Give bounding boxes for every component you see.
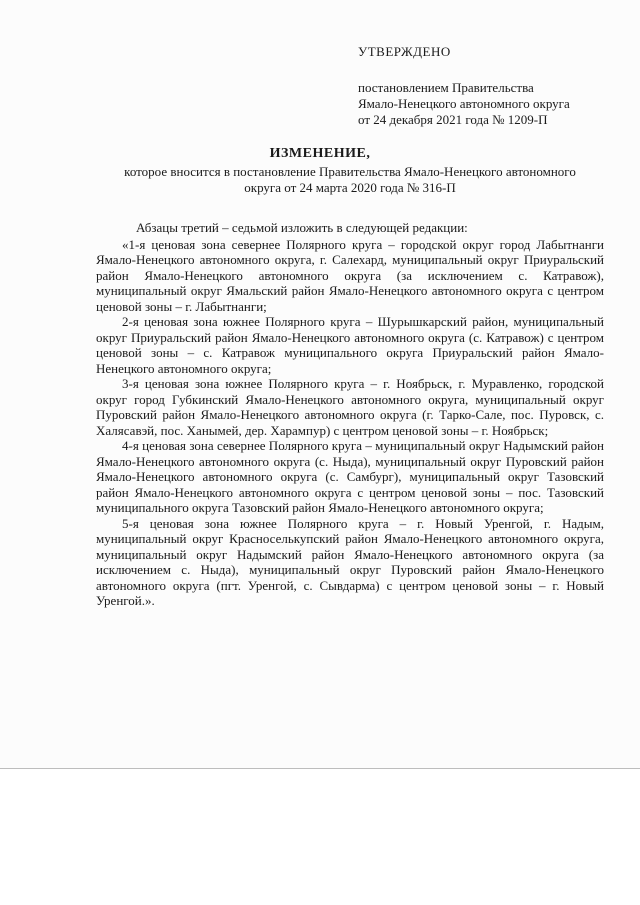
approval-block (358, 44, 570, 128)
approval-line: от 24 декабря 2021 года № 1209-П (358, 112, 548, 127)
approval-stamp: УТВЕРЖДЕНО (358, 44, 451, 59)
approval-line: постановлением Правительства (358, 80, 534, 95)
blank-margin (0, 769, 640, 905)
zone-paragraph: 5-я ценовая зона южнее Полярного круга – г. Новый Уренгой, г. Надым, муниципальный округ Красноселькупский район Ямало-Ненецкого автономного округа, муниципальный округ Надымский район Ямало-Ненецкого автономного округа (за исключением с. Ныда), муниципальный округ Пуровский район Ямало-Ненецкого автономного округа (пгт. Уренгой, с. Сывдарма) с центром ценовой зоны – г. Новый Уренгой.». (96, 515, 604, 608)
zone-paragraph: 3-я ценовая зона южнее Полярного круга – г. Ноябрьск, г. Муравленко, городской округ город Губкинский Ямало-Ненецкого автономного округа, муниципальный округ Пуровский район Ямало-Ненецкого автономного округа (г. Тарко-Сале, пос. Пуровск, с. Халясавэй, пос. Ханымей, дер. Харампур) с центром ценовой зоны – г. Ноябрьск; (96, 376, 604, 438)
approval-line: Ямало-Ненецкого автономного округа (358, 96, 570, 111)
zone-paragraph: 4-я ценовая зона севернее Полярного круга – муниципальный округ Надымский район Ямало-Ненецкого автономного округа (с. Ныда), муниципальный округ Пуровский район Ямало-Ненецкого автономного округа (с. Самбург), муниципальный округ Тазовский район Ямало-Ненецкого автономного округа с центром ценовой зоны – пос. Тазовский муниципального округа Тазовский район Ямало-Ненецкого автономного округа; (96, 438, 604, 515)
zone-paragraph: «1-я ценовая зона севернее Полярного круга – городской округ город Лабытнанги Ямало-Ненецкого автономного округа, г. Салехард, муниципальный округ Приуральский район Ямало-Ненецкого автономного округа (за исключением с. Катравож), муниципальный округ Ямальский район Ямало-Ненецкого автономного округа с центром ценовой зоны – г. Лабытнанги; (96, 236, 604, 314)
zone-paragraph: 2-я ценовая зона южнее Полярного круга – Шурышкарский район, муниципальный округ Приуральский район Ямало-Ненецкого автономного округа (с. Катравож) с центром ценовой зоны – с. Катравож муниципального округа Приуральский район Ямало-Ненецкого автономного округа; (96, 314, 604, 376)
document-body (96, 220, 604, 609)
intro-paragraph: Абзацы третий – седьмой изложить в следующей редакции: (136, 220, 468, 235)
document-title: ИЗМЕНЕНИЕ, (269, 146, 371, 161)
document-subtitle: которое вносится в постановление Правительства Ямало-Ненецкого автономного округа от 24 марта 2020 года № 316-П (124, 164, 576, 195)
